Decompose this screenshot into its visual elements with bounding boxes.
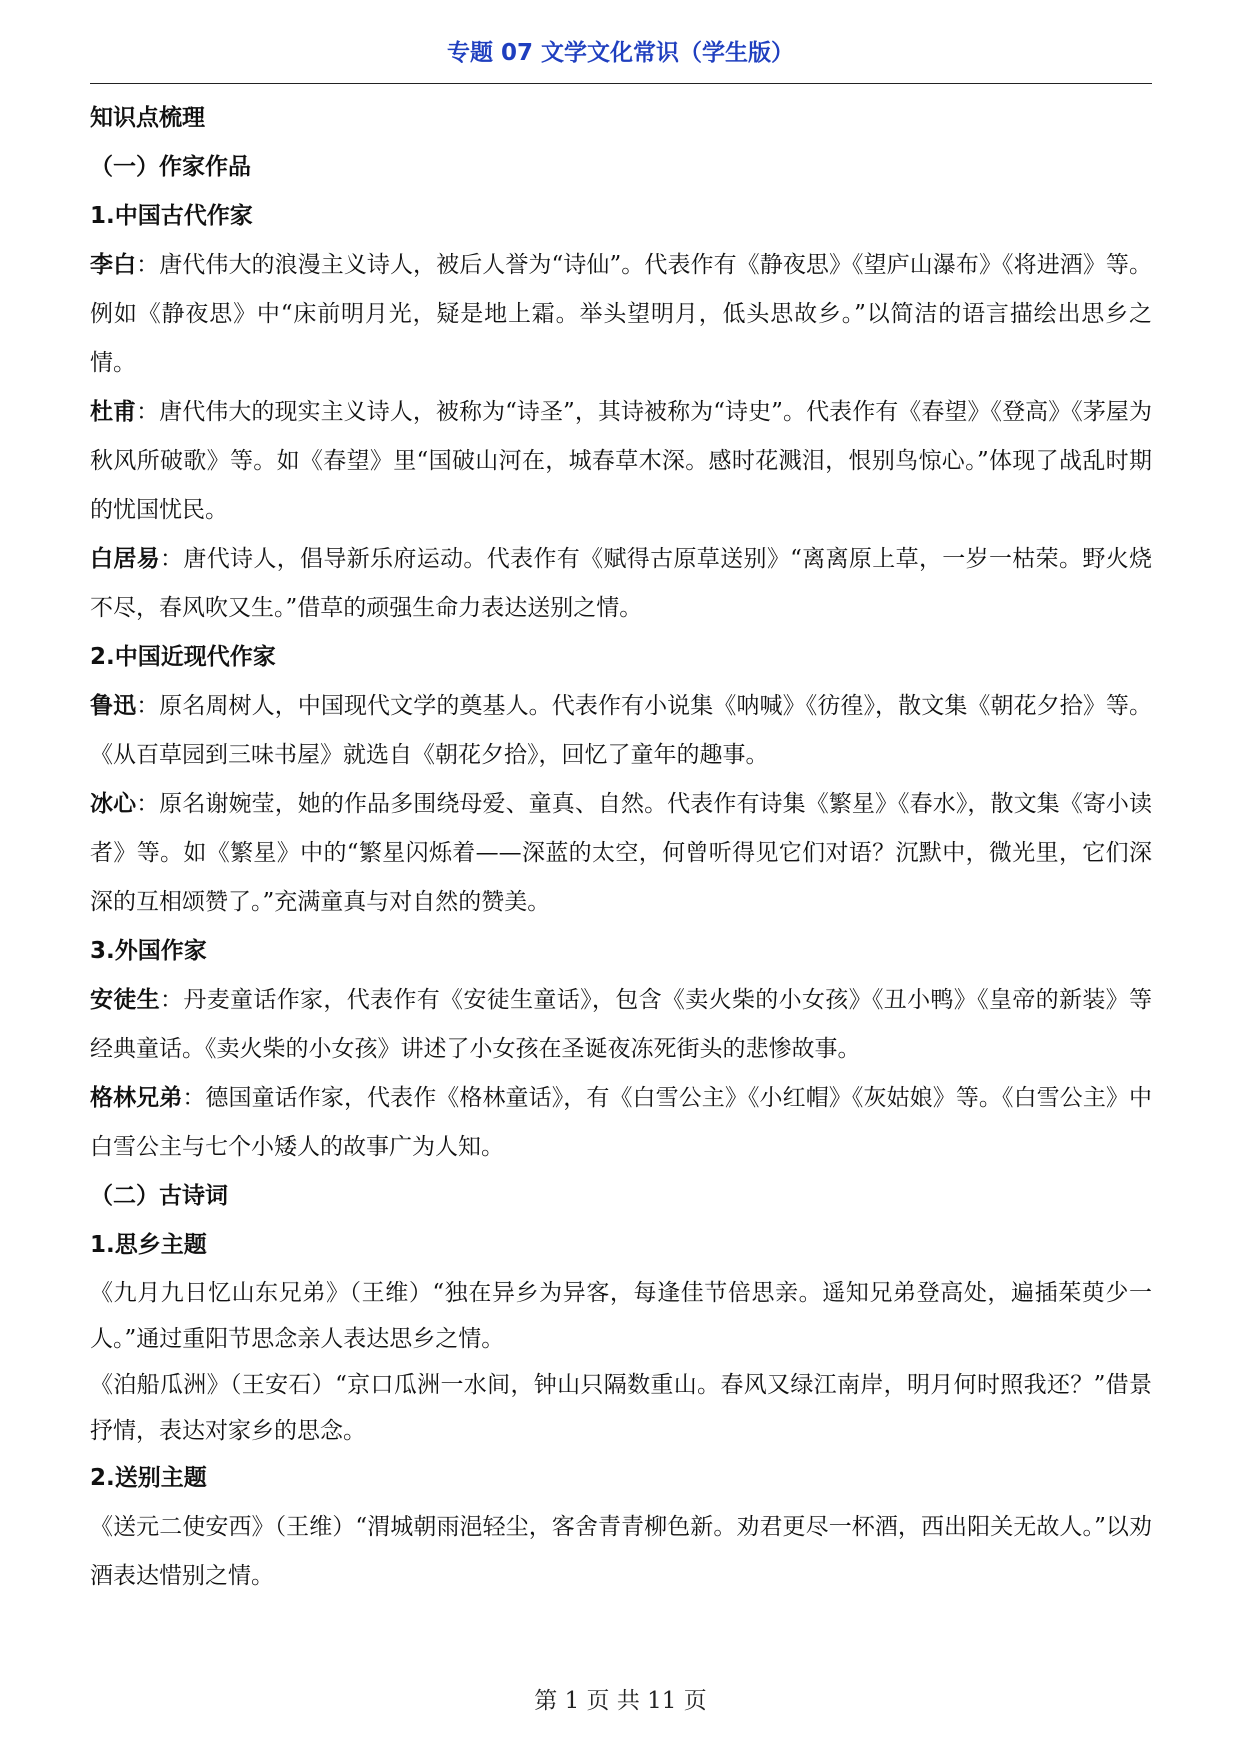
header-divider [90, 83, 1152, 84]
sub2-title: 2.中国近现代作家 [90, 644, 276, 670]
paragraph-libai [90, 241, 1152, 388]
paragraph-grimm [90, 1074, 1152, 1172]
author-name-libai: 李白 [90, 252, 137, 278]
page-number: 第 1 页 共 11 页 [534, 1688, 707, 1714]
part1-title: （一）作家作品 [90, 154, 251, 180]
paragraph-poem2: 《泊船瓜洲》（王安石）“京口瓜洲一水间，钟山只隔数重山。春风又绿江南岸，明月何时照我还？”借景抒情，表达对家乡的思念。 [90, 1372, 1152, 1444]
paragraph-poem1: 《九月九日忆山东兄弟》（王维）“独在异乡为异客，每逢佳节倍思亲。遥知兄弟登高处，遍插茱萸少一人。”通过重阳节思念亲人表达思乡之情。 [90, 1280, 1152, 1352]
document-body [90, 94, 1152, 1601]
author-text-andersen: ：丹麦童话作家，代表作有《安徒生童话》，包含《卖火柴的小女孩》《丑小鸭》《皇帝的新装》等经典童话。《卖火柴的小女孩》讲述了小女孩在圣诞夜冻死街头的悲惨故事。 [90, 987, 1153, 1062]
theme2-title: 2.送别主题 [90, 1465, 207, 1491]
author-name-bingxin: 冰心 [90, 791, 137, 817]
paragraph-luxun [90, 682, 1152, 780]
author-name-baijuyi: 白居易 [90, 546, 161, 572]
theme1-title: 1.思乡主题 [90, 1232, 207, 1258]
author-name-luxun: 鲁迅 [90, 693, 137, 719]
author-text-baijuyi: ：唐代诗人，倡导新乐府运动。代表作有《赋得古原草送别》“离离原上草，一岁一枯荣。野火烧不尽，春风吹又生。”借草的顽强生命力表达送别之情。 [90, 546, 1152, 621]
paragraph-poem3: 《送元二使安西》（王维）“渭城朝雨浥轻尘，客舍青青柳色新。劝君更尽一杯酒，西出阳关无故人。”以劝酒表达惜别之情。 [90, 1514, 1152, 1589]
paragraph-baijuyi [90, 535, 1152, 633]
author-name-dufu: 杜甫 [90, 399, 137, 425]
page-header-title: 专题 07 文学文化常识（学生版） [446, 40, 795, 66]
author-name-andersen: 安徒生 [90, 987, 161, 1013]
author-text-dufu: ：唐代伟大的现实主义诗人，被称为“诗圣”，其诗被称为“诗史”。代表作有《春望》《登高》《茅屋为秋风所破歌》等。如《春望》里“国破山河在，城春草木深。感时花溅泪，恨别鸟惊心。”体现了战乱时期的忧国忧民。 [90, 399, 1152, 523]
author-name-grimm: 格林兄弟 [90, 1085, 183, 1111]
author-text-bingxin: ：原名谢婉莹，她的作品多围绕母爱、童真、自然。代表作有诗集《繁星》《春水》，散文集《寄小读者》等。如《繁星》中的“繁星闪烁着——深蓝的太空，何曾听得见它们对语？沉默中，微光里，它们深深的互相颂赞了。”充满童真与对自然的赞美。 [90, 791, 1153, 915]
paragraph-dufu [90, 388, 1152, 535]
author-text-grimm: ：德国童话作家，代表作《格林童话》，有《白雪公主》《小红帽》《灰姑娘》等。《白雪公主》中白雪公主与七个小矮人的故事广为人知。 [90, 1085, 1153, 1160]
section-title: 知识点梳理 [90, 105, 205, 131]
author-text-libai: ：唐代伟大的浪漫主义诗人，被后人誉为“诗仙”。代表作有《静夜思》《望庐山瀑布》《将进酒》等。例如《静夜思》中“床前明月光，疑是地上霜。举头望明月，低头思故乡。”以简洁的语言描绘出思乡之情。 [90, 252, 1152, 376]
paragraph-andersen [90, 976, 1152, 1074]
part2-title: （二）古诗词 [90, 1183, 228, 1209]
paragraph-bingxin [90, 780, 1152, 927]
author-text-luxun: ：原名周树人，中国现代文学的奠基人。代表作有小说集《呐喊》《彷徨》，散文集《朝花夕拾》等。《从百草园到三味书屋》就选自《朝花夕拾》，回忆了童年的趣事。 [90, 693, 1153, 768]
sub3-title: 3.外国作家 [90, 938, 207, 964]
sub1-title: 1.中国古代作家 [90, 203, 253, 229]
